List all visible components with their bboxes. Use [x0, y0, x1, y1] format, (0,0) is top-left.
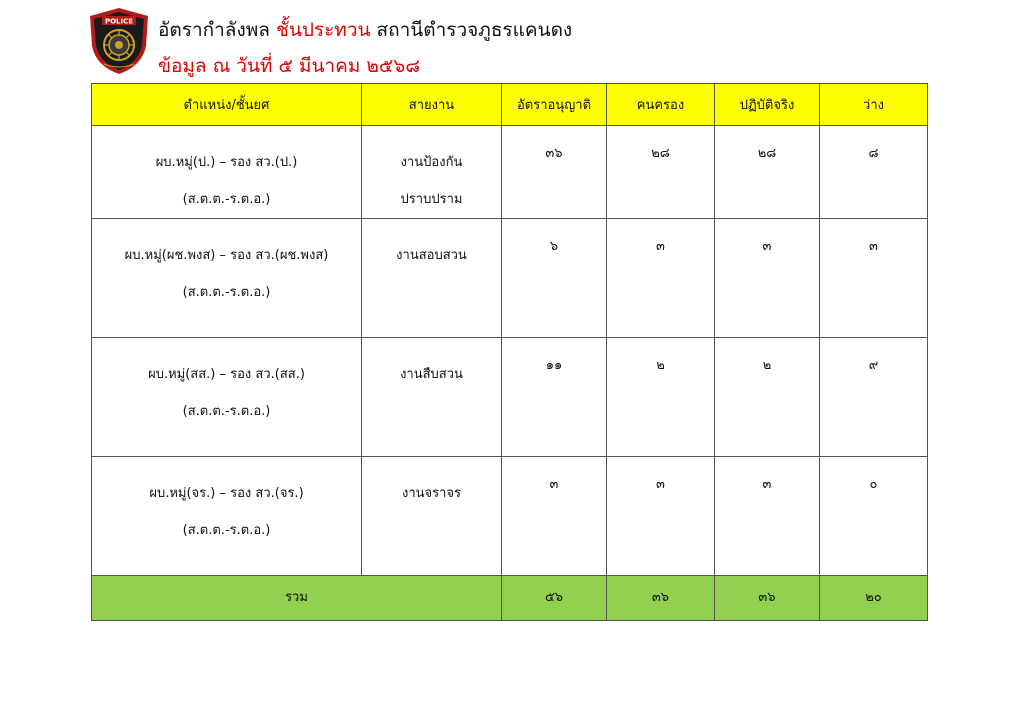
column-header-position: ตำแหน่ง/ชั้นยศ: [92, 84, 362, 126]
occupied-cell: ๒: [607, 338, 715, 457]
allowed-cell: ๓๖: [502, 126, 607, 219]
position-title: ผบ.หมู่(สส.) – รอง สว.(สส.): [148, 367, 305, 382]
column-header-vacant: ว่าง: [820, 84, 928, 126]
work-line-text: งานสืบสวน: [400, 367, 463, 382]
work-line-text-2: ปราบปราม: [400, 192, 463, 207]
rank-range: (ส.ต.ต.-ร.ต.อ.): [182, 404, 271, 419]
total-actual: ๓๖: [715, 576, 820, 621]
vacant-cell: ๓: [820, 219, 928, 338]
page-title: [158, 18, 572, 42]
title-suffix: สถานีตำรวจภูธรแคนดง: [370, 19, 573, 41]
vacant-cell: ๐: [820, 457, 928, 576]
position-title: ผบ.หมู่(ผช.พงส) – รอง สว.(ผช.พงส): [124, 248, 329, 263]
total-allowed: ๕๖: [502, 576, 607, 621]
table-row: [92, 338, 928, 457]
rank-range: (ส.ต.ต.-ร.ต.อ.): [182, 192, 271, 207]
actual-cell: ๒๘: [715, 126, 820, 219]
position-cell: [92, 457, 362, 576]
actual-cell: ๓: [715, 219, 820, 338]
position-title: ผบ.หมู่(จร.) – รอง สว.(จร.): [149, 486, 304, 501]
column-header-work-line: สายงาน: [362, 84, 502, 126]
work-line-cell: [362, 219, 502, 338]
table-row: [92, 457, 928, 576]
position-cell: [92, 338, 362, 457]
work-line-cell: [362, 457, 502, 576]
allowed-cell: ๑๑: [502, 338, 607, 457]
allowed-cell: ๓: [502, 457, 607, 576]
vacant-cell: ๘: [820, 126, 928, 219]
occupied-cell: ๓: [607, 457, 715, 576]
allowed-cell: ๖: [502, 219, 607, 338]
occupied-cell: ๓: [607, 219, 715, 338]
total-label: รวม: [92, 576, 502, 621]
vacant-cell: ๙: [820, 338, 928, 457]
data-date: ข้อมูล ณ วันที่ ๕ มีนาคม ๒๕๖๘: [158, 55, 420, 77]
work-line-text: งานป้องกัน: [400, 155, 463, 170]
actual-cell: ๓: [715, 457, 820, 576]
table-row: [92, 219, 928, 338]
work-line-text: งานสอบสวน: [396, 248, 467, 263]
work-line-cell: [362, 338, 502, 457]
title-prefix: อัตรากำลังพล: [158, 19, 276, 41]
title-highlight: ชั้นประทวน: [275, 19, 371, 41]
page-header: [86, 6, 926, 82]
column-header-occupied: คนครอง: [607, 84, 715, 126]
work-line-cell: [362, 126, 502, 219]
work-line-text: งานจราจร: [401, 486, 462, 501]
rank-range: (ส.ต.ต.-ร.ต.อ.): [182, 285, 271, 300]
position-cell: [92, 126, 362, 219]
total-vacant: ๒๐: [820, 576, 928, 621]
table-row: [92, 126, 928, 219]
occupied-cell: ๒๘: [607, 126, 715, 219]
position-title: ผบ.หมู่(ป.) – รอง สว.(ป.): [155, 155, 298, 170]
total-occupied: ๓๖: [607, 576, 715, 621]
police-badge-logo: [86, 6, 152, 76]
personnel-table: [91, 83, 928, 621]
logo-top-text: POLICE: [104, 17, 134, 26]
column-header-actual: ปฏิบัติจริง: [715, 84, 820, 126]
actual-cell: ๒: [715, 338, 820, 457]
total-row: [92, 576, 928, 621]
rank-range: (ส.ต.ต.-ร.ต.อ.): [182, 523, 271, 538]
position-cell: [92, 219, 362, 338]
table-header-row: [92, 84, 928, 126]
column-header-allowed: อัตราอนุญาติ: [502, 84, 607, 126]
